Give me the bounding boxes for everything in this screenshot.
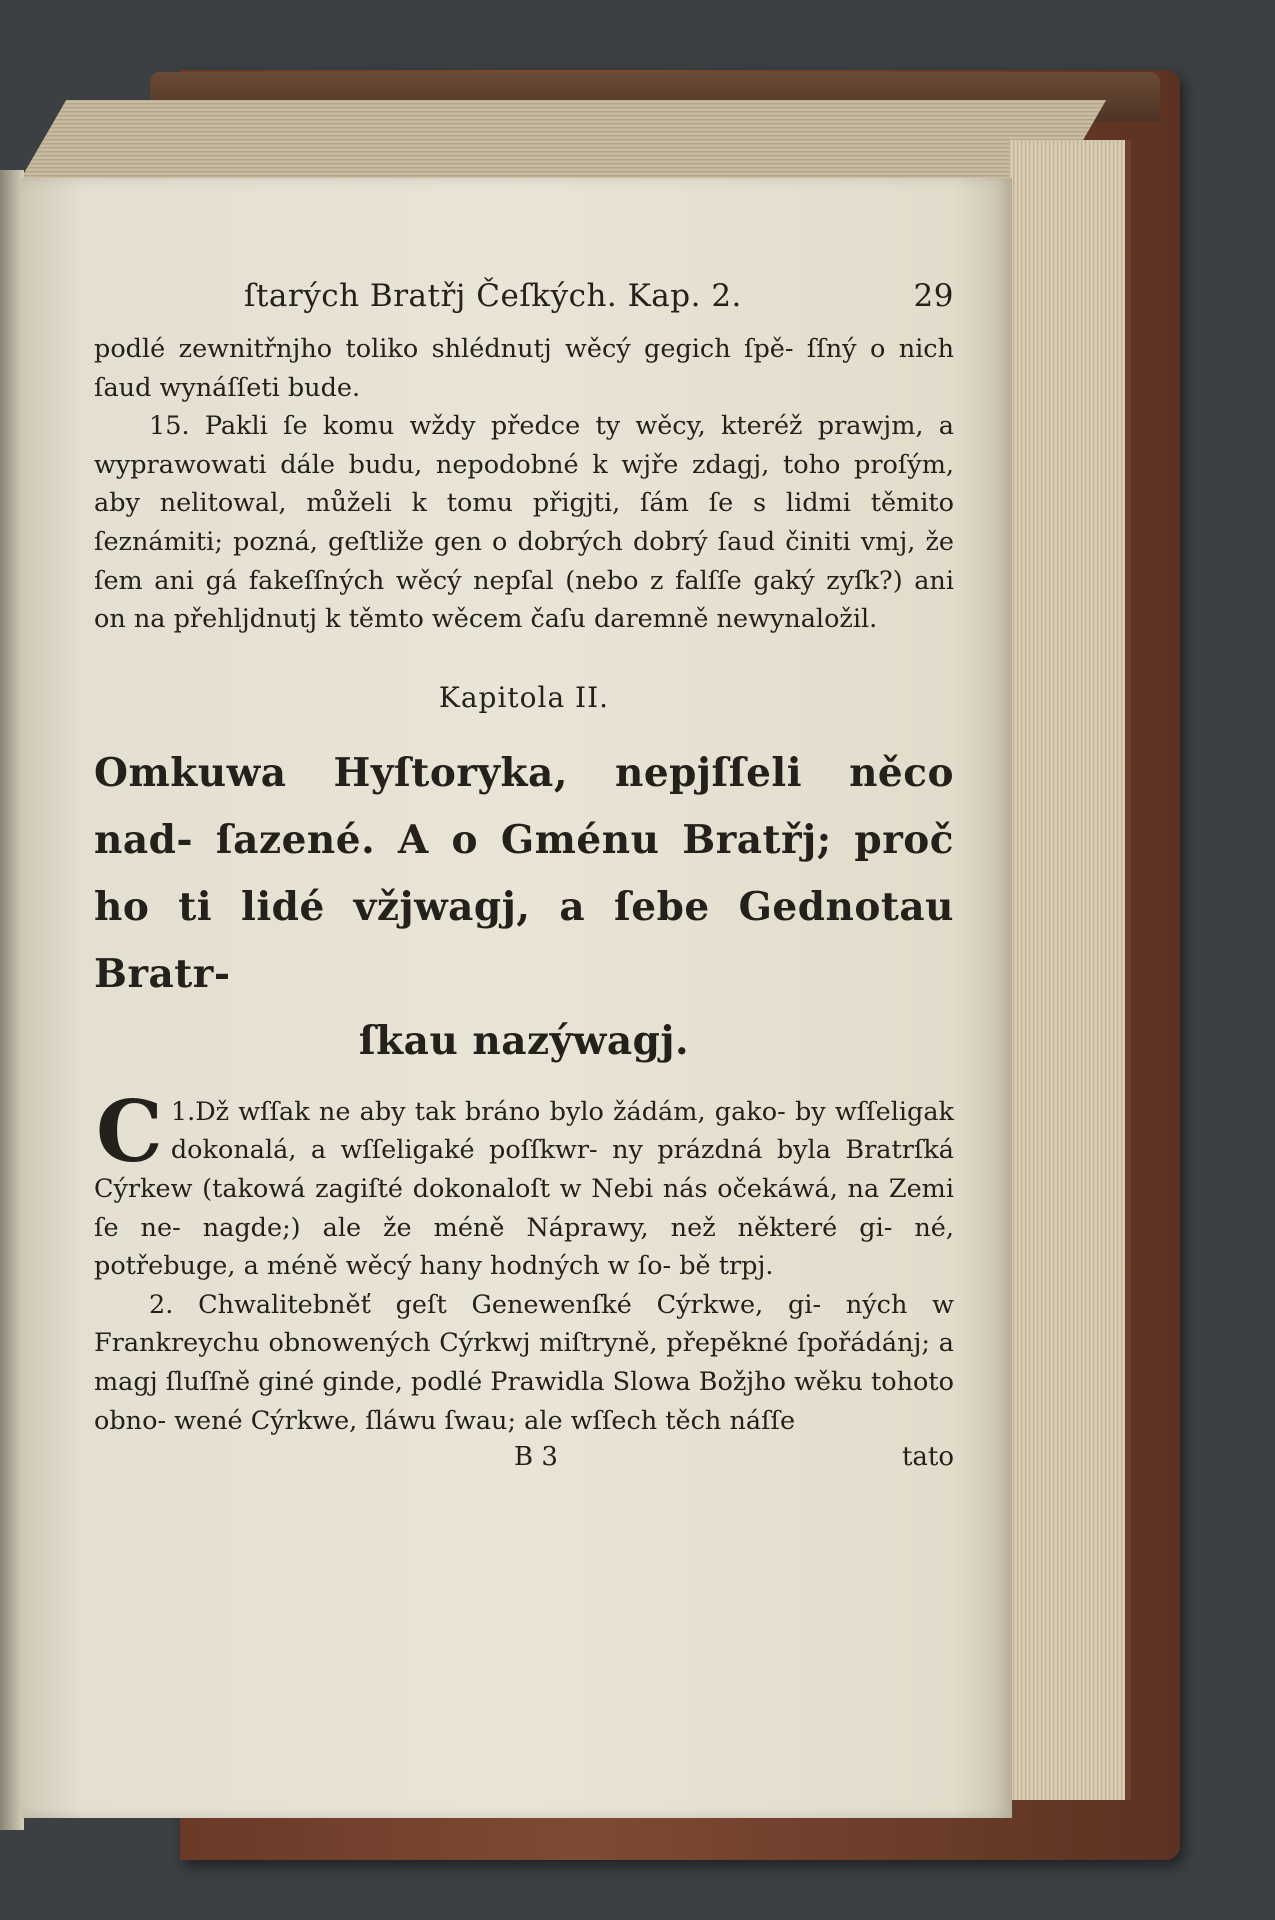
page-text-block [94,270,954,1482]
page-number: 29 [913,278,954,314]
section-1 [94,1081,954,1286]
book-page [22,178,1012,1818]
page-edges-top [20,100,1106,180]
chapter-title-main: Omkuwa Hyſtoryka, nepjſſeli něco nad- ſazené. A o Gménu Bratřj; proč ho ti lidé vžjwagj, a ſebe Gednotau Bratr- [94,749,954,997]
facing-page-edge [0,170,24,1830]
chapter-title-last-line: ſkau nazýwagj. [358,1017,690,1064]
paragraph-15: 15. Pakli ſe komu wždy předce ty wěcy, kteréž prawjm, a wyprawowati dále budu, nepodobné k wjře zdagj, toho proſým, aby nelitowal, můželi k tomu přigjti, ſám ſe s lidmi těmito ſeznámiti; pozná, geſtliže gen o dobrých dobrý ſaud činiti vmj, že ſem ani gá fakeſſných wěcý nepſal (nebo z falſſe gaký zyſk?) ani on na přehljdnutj k těmto wěcem čaſu daremně newynaložil. [94,411,954,635]
page-edges-right [1010,140,1131,1800]
page-header [94,270,954,330]
running-head: ſtarých Bratřj Čeſkých. Kap. 2. [244,278,742,314]
signature-mark: B 3 [514,1442,558,1473]
paragraph-continued: podlé zewnitřnjho toliko shlédnutj wěcý gegich ſpě- ſſný o nich ſaud wynáſſeti bude. [94,334,954,403]
section-1-paragraph [94,1081,954,1286]
catchword: tato [901,1442,954,1473]
section-2-paragraph: 2. Chwalitebněť geſt Genewenſké Cýrkwe, gi- ných w Frankreychu obnowených Cýrkwj miſtryně, přepěkné ſpořádánj; a magj ſluſſně giné ginde, podlé Prawidla Slowa Božjho wěku tohoto obno- wené Cýrkwe, ſláwu ſwau; ale wſſech těch náſſe [94,1289,954,1436]
chapter-label: Kapitola II. [438,680,610,714]
page-footer [94,1442,954,1482]
section-1-text: Dž wſſak ne aby tak bráno bylo žádám, gako- by wſſeligak dokonalá, a wſſeligaké poſſkwr- ny prázdná byla Bratrſká Cýrkew (takowá zagiſté dokonaloſt w Nebi nás očekáwá, na Zemi ſe ne- nagde;) ale že méně Náprawy, než některé gi- né, potřebuge, a méně wěcý hany hodných w ſo- bě trpj. [94,1096,954,1282]
chapter-title [94,740,954,1075]
drop-cap: C [96,1081,163,1181]
section-1-number: 1. [170,1096,196,1127]
